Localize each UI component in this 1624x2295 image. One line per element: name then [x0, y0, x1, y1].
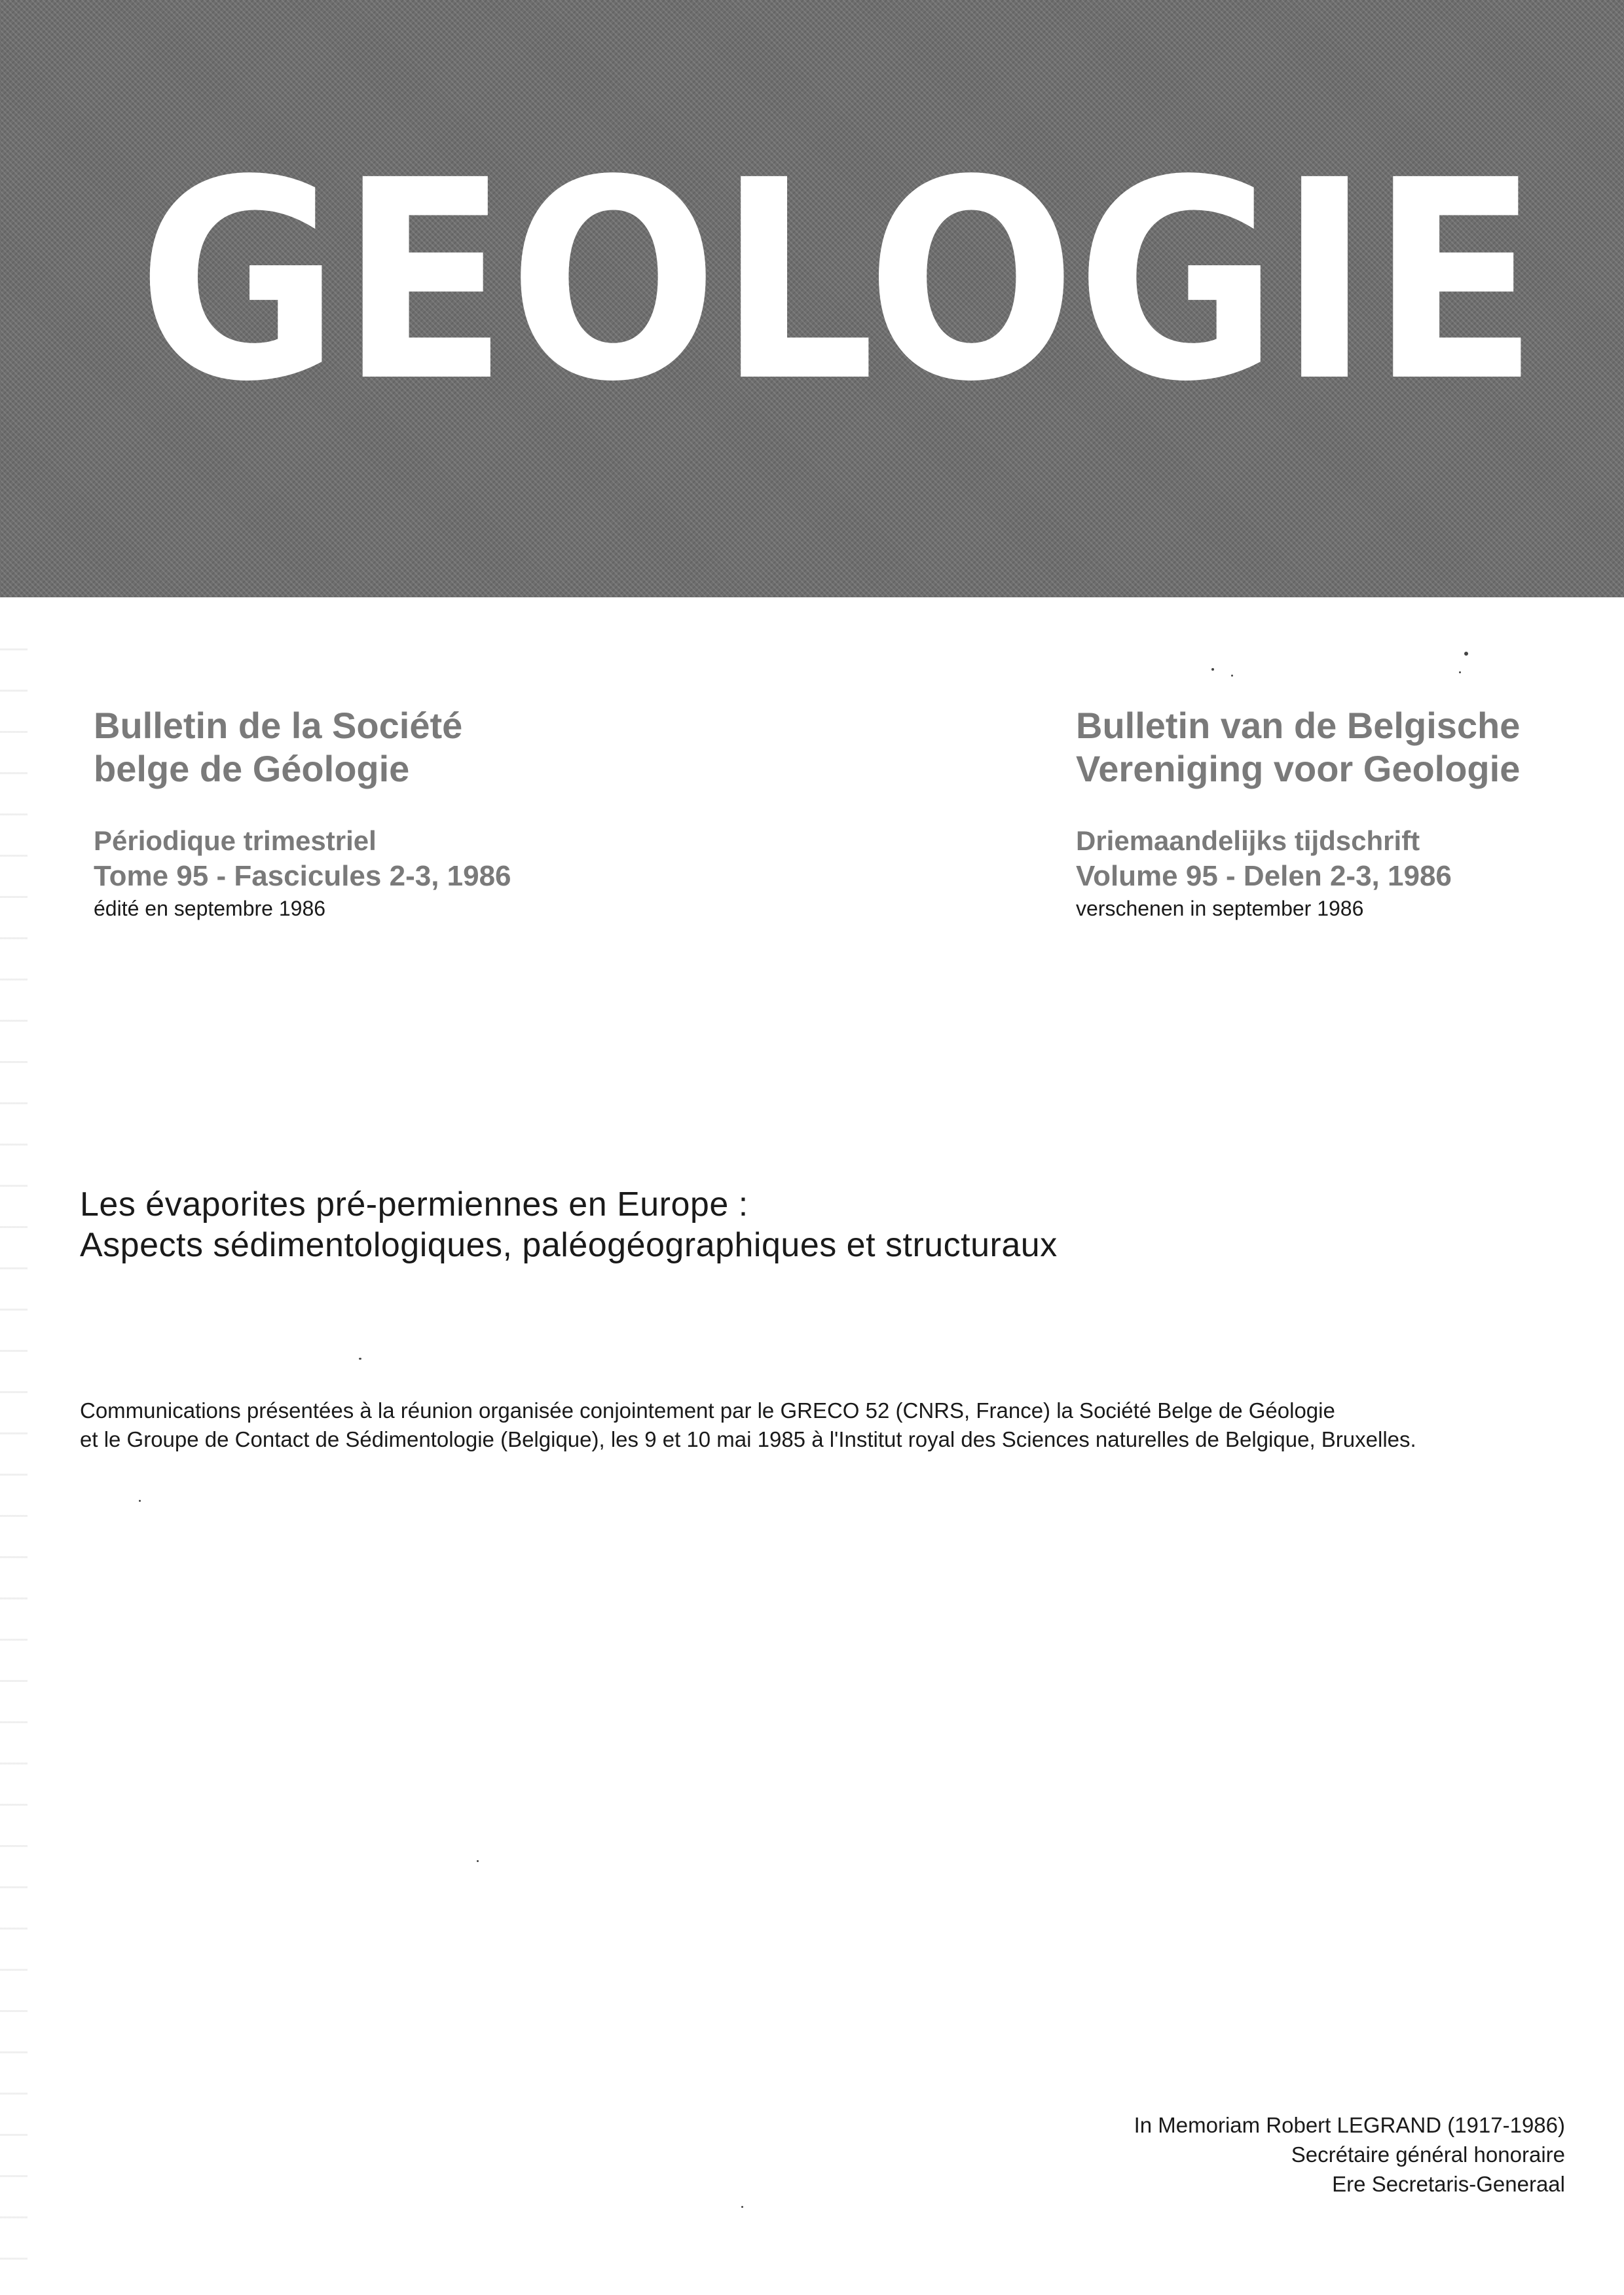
french-masthead [94, 704, 683, 923]
memoriam-line3: Ere Secretaris-Generaal [1332, 2172, 1565, 2196]
communications-line2: et le Groupe de Contact de Sédimentologie (Belgique), les 9 et 10 mai 1985 à l'Institut royal des Sciences naturelles de Belgique, Bruxelles. [80, 1427, 1416, 1451]
communications-note [80, 1396, 1416, 1454]
dutch-heading-line2: Vereniging voor Geologie [1076, 748, 1521, 789]
issue-theme-line2: Aspects sédimentologiques, paléogéographiques et structuraux [80, 1226, 1058, 1264]
dutch-masthead [1076, 704, 1624, 923]
issue-theme-line1: Les évaporites pré-permiennes en Europe : [80, 1185, 748, 1223]
scan-speck [1464, 652, 1468, 656]
journal-title [138, 122, 1539, 442]
scan-speck [1459, 671, 1461, 673]
dutch-periodicity: Driemaandelijks tijdschrift [1076, 825, 1420, 856]
french-heading-line1: Bulletin de la Société [94, 705, 463, 746]
memoriam-block [1134, 2110, 1565, 2199]
journal-title-text: GEOLOGIE [138, 122, 1539, 442]
scan-speck [477, 1860, 479, 1862]
french-heading-line2: belge de Géologie [94, 748, 410, 789]
dutch-publication-date: verschenen in september 1986 [1076, 897, 1364, 920]
french-volume: Tome 95 - Fascicules 2-3, 1986 [94, 860, 511, 892]
issue-theme [80, 1184, 1058, 1265]
scan-edge-artifact [0, 609, 28, 2295]
dutch-volume: Volume 95 - Delen 2-3, 1986 [1076, 860, 1452, 892]
title-banner [0, 0, 1624, 597]
scan-speck [1231, 675, 1233, 677]
memoriam-line2: Secrétaire général honoraire [1291, 2142, 1565, 2167]
scan-speck [139, 1500, 141, 1502]
scan-speck [741, 2206, 743, 2208]
memoriam-line1: In Memoriam Robert LEGRAND (1917-1986) [1134, 2113, 1565, 2137]
communications-line1: Communications présentées à la réunion organisée conjointement par le GRECO 52 (CNRS, France) la Société Belge de Géologie [80, 1398, 1335, 1423]
scan-speck [1211, 668, 1214, 671]
scan-speck [359, 1358, 361, 1360]
french-periodicity: Périodique trimestriel [94, 825, 377, 856]
french-publication-date: édité en septembre 1986 [94, 897, 326, 920]
dutch-heading-line1: Bulletin van de Belgische [1076, 705, 1521, 746]
